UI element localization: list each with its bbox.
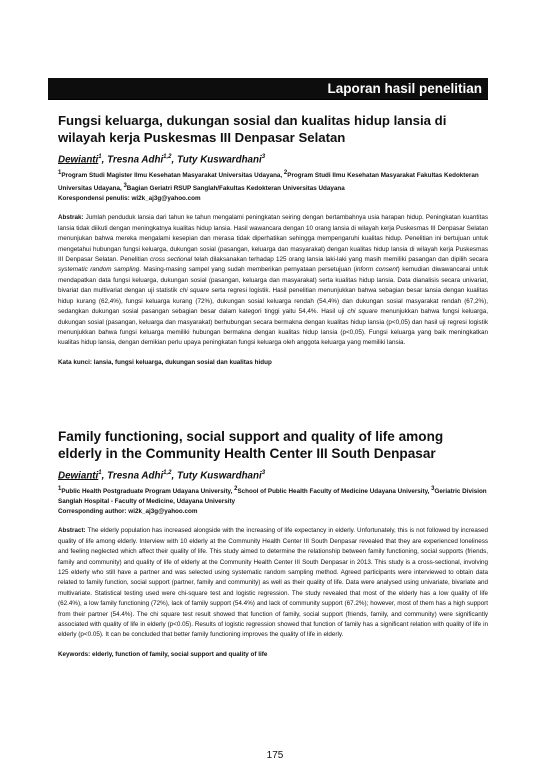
author-name: Tresna Adhi bbox=[107, 470, 164, 482]
header-bar bbox=[48, 78, 488, 100]
abstract-text: menunjukkan bahwa fungsi keluarga, dukungan sosial (pasangan, keluarga dan masyarakat) berhubungan secara bermakna dengan kualitas hidup lansia (p<0,05) dan hasil uji regresi logistik menunjukkan bahwa fungsi keluarga memiliki hubungan bermakna dengan kualitas hidup lansia (p<0,05). Fungsi keluarga yang baik meningkatkan kualitas hidup lansia, dengan demikian perlu upaya peningkatan fungsi keluarga oleh anggota keluarga yang memiliki lansia. bbox=[58, 308, 488, 347]
affiliation: Bagian Geriatri RSUP Sanglah/Fakultas Kedokteran Universitas Udayana bbox=[126, 185, 345, 193]
author-list-en: Dewianti$^1$, Tresna Adhi$^{1,2}$, Tuty Kuswardhani$^3$ bbox=[58, 470, 266, 482]
author-superscript: 1 bbox=[98, 470, 102, 476]
affiliation-superscript: 2 bbox=[283, 170, 288, 177]
abstract-lead: Abstrak: bbox=[58, 214, 84, 222]
author-name: Dewianti bbox=[58, 470, 99, 482]
affiliation-superscript: 2 bbox=[234, 486, 238, 493]
english-section bbox=[58, 428, 488, 660]
author-superscript: 1,2 bbox=[163, 470, 172, 476]
abstract-text: serta regresi logistik. Hasil penelitian menunjukkan bahwa sebagian besar lansia dengan kualitas hidup kurang (62,4%), fungsi keluarga kurang (72%), dukungan sosial keluarga rendah (54,4%) dan dukungan sosial masyarakat rendah (67,2%), sedangkan dukungan sosial pasangan sebagian besar dalam kategori tinggi yaitu 54,4%. Hasil uji bbox=[58, 287, 488, 316]
author-superscript: 3 bbox=[261, 470, 266, 476]
affiliation-superscript: 3 bbox=[123, 183, 127, 190]
correspondence-en: Corresponding author: wi2k_aj3g@yahoo.com bbox=[58, 508, 198, 516]
correspondence-id: Korespondensi penulis: wi2k_aj3g@yahoo.com bbox=[58, 195, 201, 203]
author-superscript: 3 bbox=[261, 154, 266, 160]
abstract-italic: cross sectional bbox=[149, 256, 193, 264]
abstract-text: telah dilaksanakan terhadap 125 orang lansia laki-laki yang masih memiliki pasangan dan dipilih secara bbox=[192, 256, 488, 264]
abstract-text: Jumlah penduduk lansia dari tahun ke tahun mengalami peningkatan seiring dengan bertambahnya usia harapan hidup. Peningkatan kuantitas lansia tidak diikuti dengan meningkatnya kualitas hidup lansia. Hasil wawancara dengan 10 orang lansia di wilayah kerja Puskesmas III Denpasar Selatan menunjukan bahwa mereka mengalami kesepian dan merasa tidak diperhatikan sehingga mempengaruhi kualitas hidup. Penelitian ini bertujuan untuk mengetahui hubungan fungsi keluarga, dukungan sosial (pasangan, keluarga dan masyarakat) dengan kualitas hidup lansia di wilayah kerja Puskesmas III Denpasar Selatan. Penelitian bbox=[58, 214, 488, 264]
abstract-text: . Masing-masing sampel yang sudah memberikan pernyataan persetujuan ( bbox=[139, 266, 356, 274]
affiliation: Program Studi Magister Ilmu Kesehatan Masyarakat Universitas Udayana, bbox=[61, 172, 284, 180]
affiliation: School of Public Health Faculty of Medicine Udayana University, bbox=[237, 488, 432, 496]
affiliation-superscript: 1 bbox=[58, 486, 62, 493]
abstract-text: The elderly population has increased alongside with the increasing of life expectancy in elderly. Unfortunately, this is not followed by increased quality of life among elderly. Interview with 10 elderly at the Community Health Center III South Denpasar revealed that they are experienced loneliness and feeling neglected which affect their quality of life. This study aimed to determine the relationship between family functioning, social supports (friends, family and community) and quality of life of elderly at the Community Health Center III South Denpasar in 2013. This study is a cross-sectional, involving 125 elderly who still have a partner and was selected using systematic random sampling method. Agreed participants were interviewed to obtain data related to family function, social support (partner, family and community) as well as their quality of life. Data were analysed using univariate, bivariate and multivariate. Statistical testing used were chi-square test and logistic regression. The study revealed that most of the elderly has a low quality of life (62.4%), a low family functioning (72%), lack of family support (54.4%) and lack of community support (67.2%); however, most of them has a high support from their partner (54.4%). The chi square test result showed that function of family, social support (friends, family, and community) were significantly associated with quality of life in elderly (p<0.05). Results of logistic regression showed that function of family has a significant relation with quality of life in elderly (p<0.05). It can be concluded that better family functioning improves the quality of life in elderly. bbox=[58, 527, 488, 639]
article-title-en: Family functioning, social support and quality of life among elderly in the Community Health Center III South Denpasar bbox=[58, 429, 444, 461]
page-number: 175 bbox=[266, 750, 284, 761]
affiliation: Geriatric Division Sanglah Hospital - Faculty of Medicine, Udayana University bbox=[58, 488, 487, 506]
abstract-italic: inform consent bbox=[355, 266, 398, 274]
affiliation: Public Health Postgraduate Program Udayana University, bbox=[61, 488, 235, 496]
author-name: Tuty Kuswardhani bbox=[176, 154, 262, 166]
affiliation-superscript: 3 bbox=[431, 486, 435, 493]
author-name: Dewianti bbox=[58, 154, 99, 166]
abstract-italic: chi square bbox=[179, 287, 210, 295]
affiliations-en bbox=[58, 484, 488, 507]
author-superscript: 1,2 bbox=[163, 154, 172, 160]
abstract-italic: chi square bbox=[347, 308, 378, 316]
abstract-id bbox=[58, 213, 488, 348]
author-name: Tresna Adhi bbox=[107, 154, 164, 166]
abstract-text: ) kemudian diwawancarai untuk mendapatkan data fungsi keluarga, dukungan sosial (pasangan, keluarga dan masyarakat) serta kualitas hidup lansia. Data dianalisis secara univariat, bivariat dan multivariat dengan uji statistik bbox=[58, 266, 488, 295]
keywords-en: Keywords: elderly, function of family, social support and quality of life bbox=[58, 650, 268, 658]
indonesian-section bbox=[58, 112, 488, 368]
affiliation: Program Studi Ilmu Kesehatan Masyarakat Fakultas Kedokteran Universitas Udayana, bbox=[58, 172, 479, 193]
article-title-id: Fungsi keluarga, dukungan sosial dan kualitas hidup lansia di wilayah kerja Puskesmas III Denpasar Selatan bbox=[58, 113, 447, 145]
author-name: Tuty Kuswardhani bbox=[176, 470, 262, 482]
header-label: Laporan hasil penelitian bbox=[327, 81, 482, 96]
affiliation-superscript: 1 bbox=[58, 170, 62, 177]
abstract-italic: systematic random sampling bbox=[58, 266, 140, 274]
author-superscript: 1 bbox=[98, 154, 102, 160]
keywords-id: Kata kunci: lansia, fungsi keluarga, dukungan sosial dan kualitas hidup bbox=[58, 358, 272, 366]
abstract-en bbox=[58, 526, 488, 640]
affiliations-id bbox=[58, 168, 488, 194]
author-list-id: Dewianti$^1$, Tresna Adhi$^{1,2}$, Tuty Kuswardhani$^3$ bbox=[58, 154, 266, 166]
abstract-lead: Abstract: bbox=[58, 527, 86, 535]
